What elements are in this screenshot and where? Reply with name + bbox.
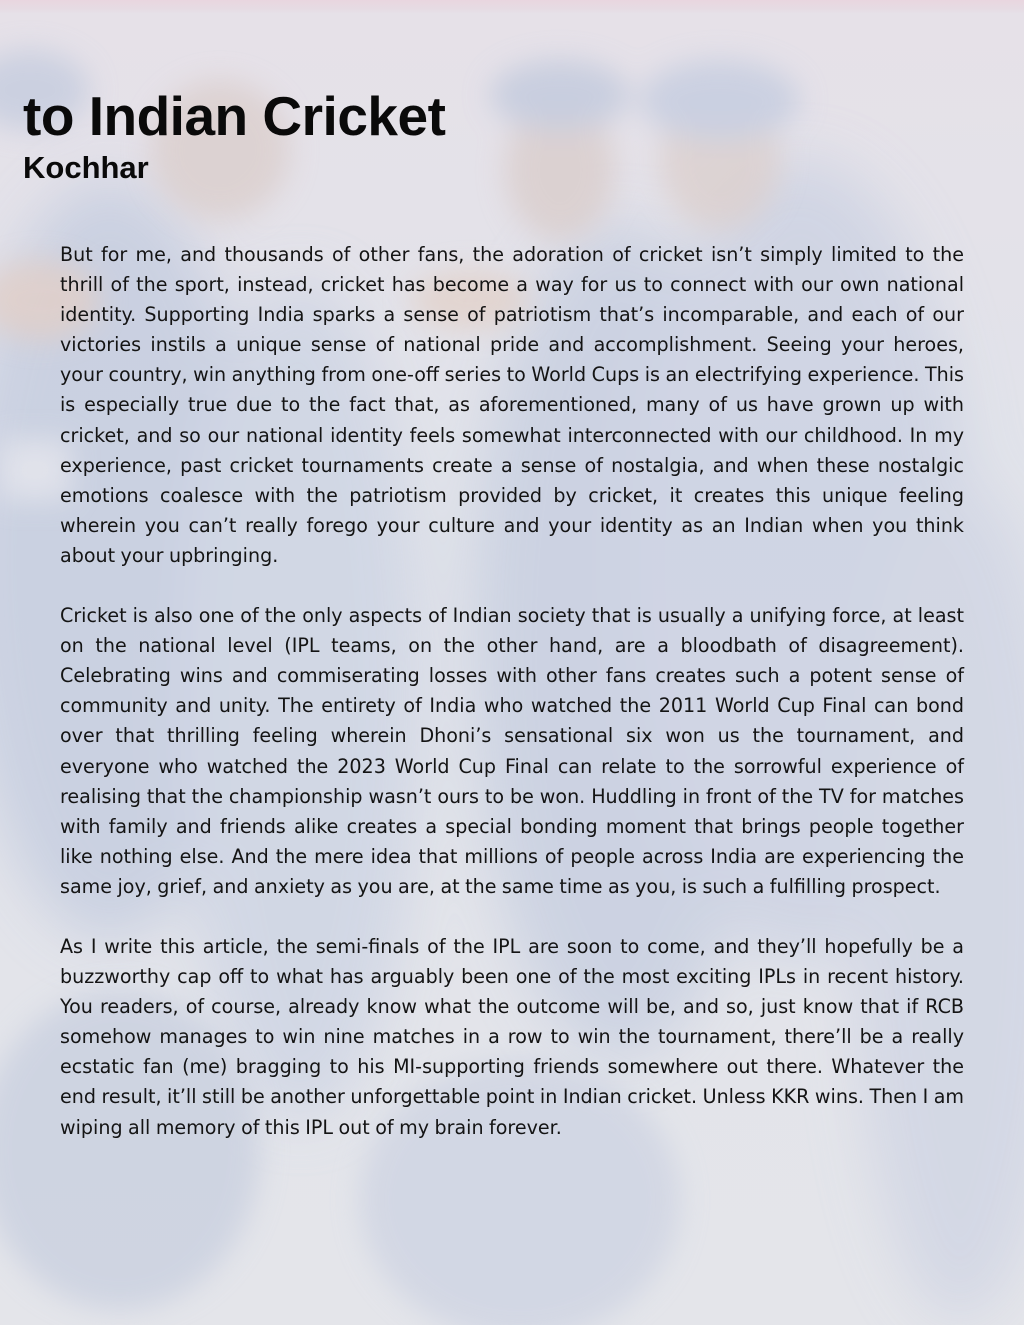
paragraph: But for me, and thousands of other fans, the adoration of cricket isn’t simply limited to the thrill of the sport, instead, cricket has become a way for us to connect with our own national identity. Supporting India sparks a sense of patriotism that’s incomparable, and each of our victories instils a unique sense of national pride and accomplishment. Seeing your heroes, your country, win anything from one-off series to World Cups is an electrifying experience. This is especially true due to the fact that, as aforementioned, many of us have grown up with cricket, and so our national identity feels somewhat interconnected with our childhood. In my experience, past cricket tournaments create a sense of nostalgia, and when these nostalgic emotions coalesce with the patriotism provided by cricket, it creates this unique feeling wherein you can’t really forego your culture and your identity as an Indian when you think about your upbringing. bbox=[60, 243, 964, 567]
article-title: to Indian Cricket bbox=[23, 85, 446, 147]
article-header bbox=[23, 84, 445, 188]
paragraph: As I write this article, the semi-finals of the IPL are soon to come, and they’ll hopefully be a buzzworthy cap off to what has arguably been one of the most exciting IPLs in recent history. You readers, of course, already know what the outcome will be, and so, just know that if RCB somehow manages to win nine matches in a row to win the tournament, there’ll be a really ecstatic fan (me) bragging to his MI-supporting friends somewhere out there. Whatever the end result, it’ll still be another unforgettable point in Indian cricket. Unless KKR wins. Then I am wiping all memory of this IPL out of my brain forever. bbox=[60, 934, 964, 1139]
article-body bbox=[60, 240, 964, 1173]
paragraph: Cricket is also one of the only aspects of Indian society that is usually a unifying force, at least on the national level (IPL teams, on the other hand, are a bloodbath of disagreement). Celebrating wins and commiserating losses with other fans creates such a potent sense of community and unity. The entirety of India who watched the 2011 World Cup Final can bond over that thrilling feeling wherein Dhoni’s sensational six won us the tournament, and everyone who watched the 2023 World Cup Final can relate to the sorrowful experience of realising that the championship wasn’t ours to be won. Huddling in front of the TV for matches with family and friends alike creates a special bonding moment that brings people together like nothing else. And the mere idea that millions of people across India are experiencing the same joy, grief, and anxiety as you are, at the same time as you, is such a fulfilling prospect. bbox=[60, 604, 964, 898]
author-name: Kochhar bbox=[23, 150, 149, 185]
top-color-strip bbox=[0, 0, 1024, 14]
